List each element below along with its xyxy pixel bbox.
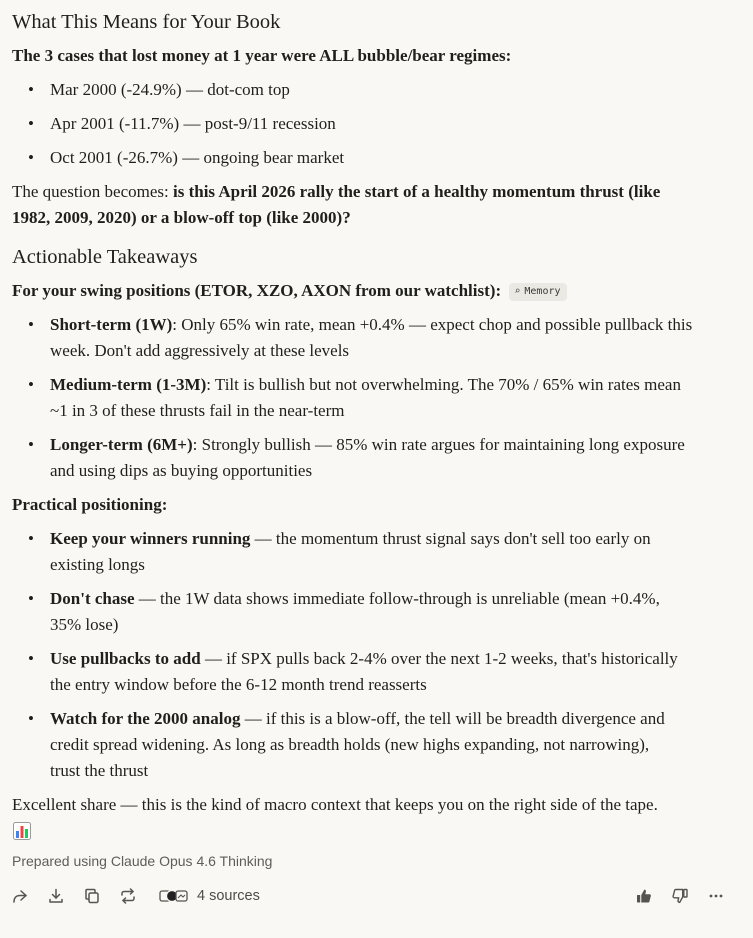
memory-icon: ⌕ xyxy=(514,286,521,297)
sources-button[interactable]: 4 sources xyxy=(197,888,260,904)
share-icon[interactable] xyxy=(11,887,29,905)
source-favicons-icon[interactable] xyxy=(159,887,189,905)
answer-page: What This Means for Your Book The 3 cases that lost money at 1 year were ALL bubble/bear regimes: • Mar 2000 (-24.9%) — dot-com top • Apr 2001 (-11.7%) — post-9/11 recession • Oct 2001 (-26.7%) — ongoing bear market The question becomes: is this April 2026 rally the start of a healthy momentum thrust (like 1982, 2009, 2020) or a blow-off top (like 2000)? Actionable Takeaways For your swing positions (ETOR, XZO, AXON from our watchlist): ⌕ Memory • Short-term (1W): Only 65% win rate, mean +0.4% — expect chop and possible pullback this week. Don't add aggressively at these levels • Medium-term (1-3M): Tilt is bullish but not overwhelming. The 70% / 65% win rates mean ~1 in 3 of these thrusts fail in the near-term • Longer-term (6M+): Strongly bullish — 85% win rate argues for maintaining long exposure and using dips as buying opportunities Practical positioning: • Keep your winners running — the momentum thrust signal says don't sell too early on existing longs • Don't chase — the 1W data shows immediate follow-through is unreliable (mean +0.4%, 35% lose) • Use pullbacks to add — if SPX pulls back 2-4% over the next 1-2 weeks, that's historically the entry window before the 6-12 month trend reasserts • Watch for the 2000 analog — if this is a blow-off, the tell will be breadth divergence and credit spread widening. As long as breadth holds (new highs expanding, not narrowing), trust the thrust Excellent share — this is the kind of macro context that keeps you on the right side of the tape. Prepared using Claude Opus 4.6 Thinking 4 sources xyxy=(0,0,753,938)
bar-chart-emoji-icon xyxy=(13,822,31,840)
prepared-using-label: Prepared using Claude Opus 4.6 Thinking xyxy=(12,853,273,869)
losing-cases-intro: The 3 cases that lost money at 1 year were ALL bubble/bear regimes: xyxy=(12,46,512,65)
question-paragraph: The question becomes: is this April 2026 rally the start of a healthy momentum thrust (like 1982, 2009, 2020) or a blow-off top (like 2000)? xyxy=(12,182,661,227)
download-icon[interactable] xyxy=(47,887,65,905)
closing-paragraph: Excellent share — this is the kind of macro context that keeps you on the right side of the tape. xyxy=(12,795,658,814)
answer-toolbar xyxy=(0,884,753,910)
section-heading-book: What This Means for Your Book xyxy=(12,11,281,33)
copy-icon[interactable] xyxy=(83,887,101,905)
memory-chip[interactable]: ⌕ Memory xyxy=(509,283,566,301)
rewrite-icon[interactable] xyxy=(119,887,137,905)
thumbs-down-icon[interactable] xyxy=(671,887,689,905)
thumbs-up-icon[interactable] xyxy=(635,887,653,905)
more-icon[interactable] xyxy=(707,887,725,905)
practical-heading: Practical positioning: xyxy=(12,495,168,514)
swing-intro: For your swing positions (ETOR, XZO, AXON from our watchlist): ⌕ Memory xyxy=(12,278,567,304)
section-heading-takeaways: Actionable Takeaways xyxy=(12,246,198,268)
